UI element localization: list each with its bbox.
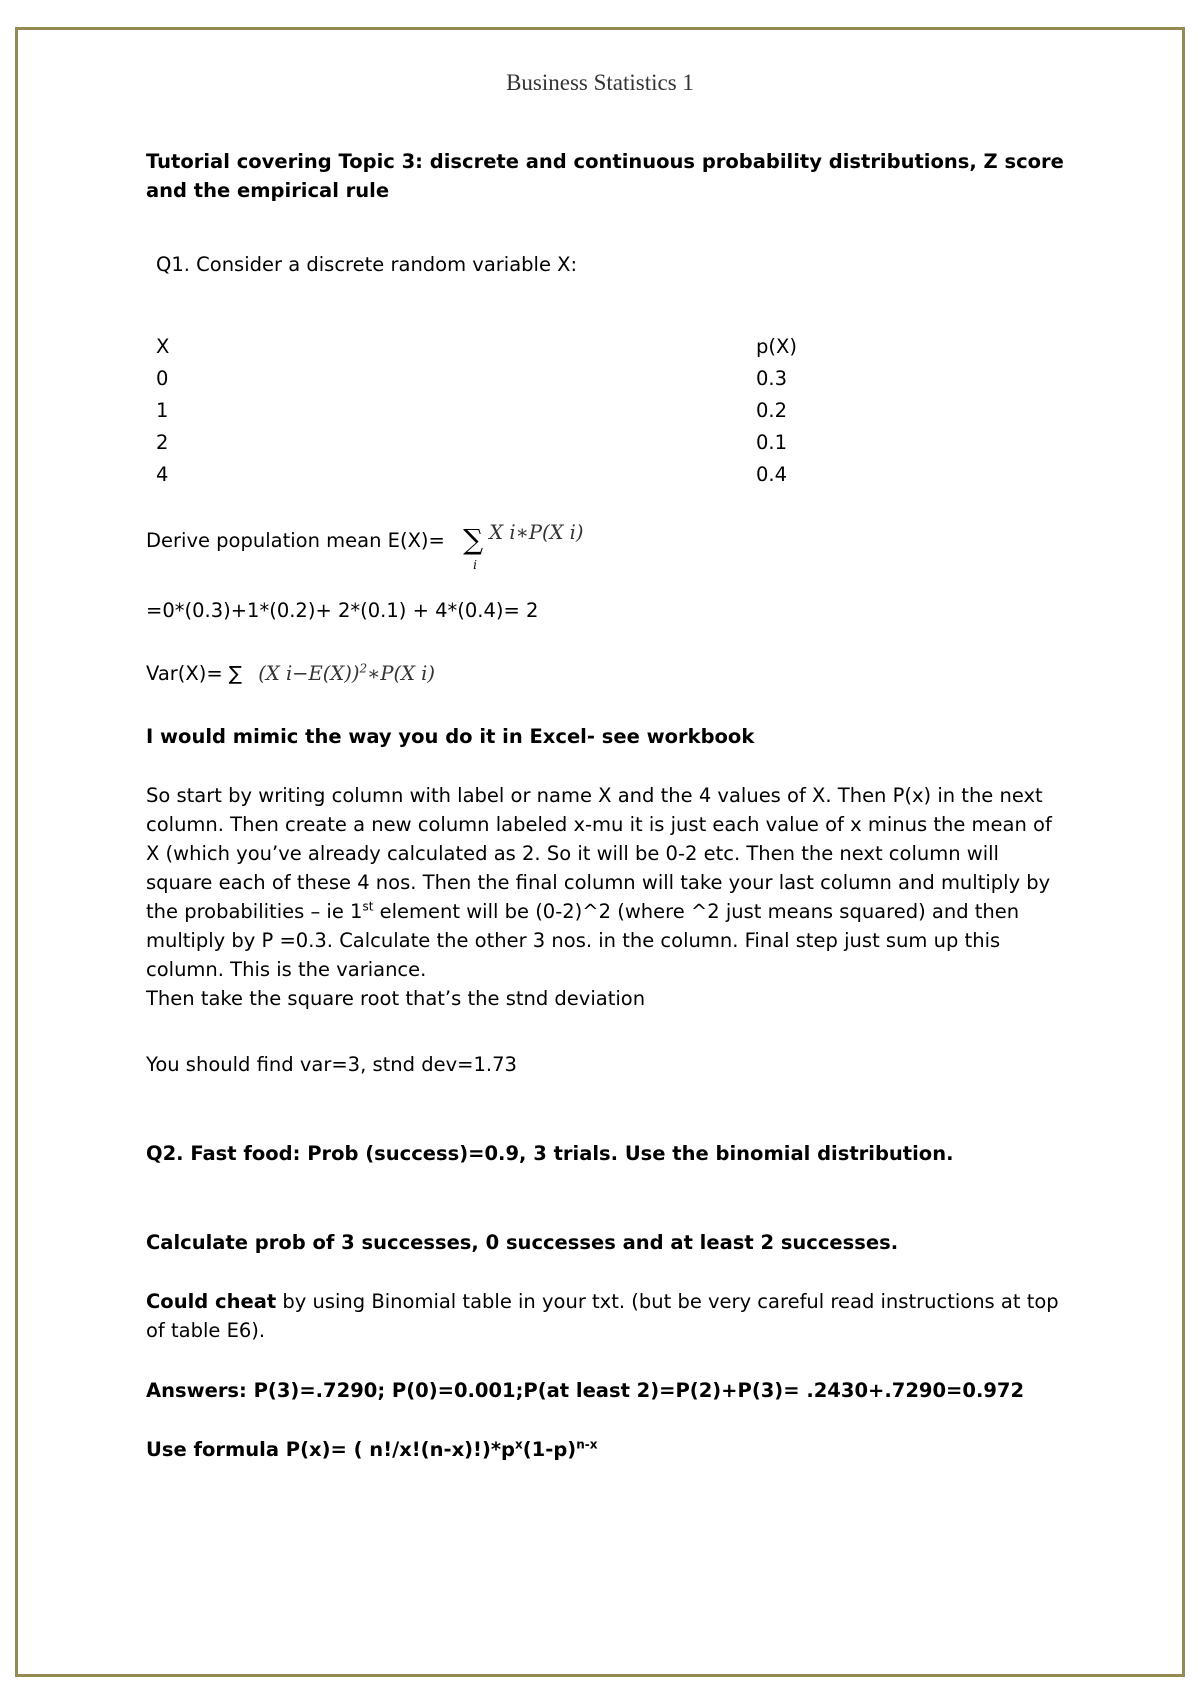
table-cell-px: 0.4 <box>756 463 788 486</box>
mean-formula-line <box>146 521 1071 572</box>
q1-answer: You should find var=3, stnd dev=1.73 <box>146 1053 517 1076</box>
table-cell-x: 2 <box>156 431 169 454</box>
formula-exponent-n-x: n-x <box>576 1437 598 1452</box>
formula-base: Use formula P(x)= ( n!/x!(n-x)!)*p <box>146 1438 516 1461</box>
q2-cheat-note <box>146 1287 1071 1345</box>
mean-label: Derive population mean E(X)= <box>146 529 445 552</box>
cheat-rest: by using Binomial table in your txt. (but be very careful read instructions at top of table E6). <box>146 1290 1059 1342</box>
q2-calc: Calculate prob of 3 successes, 0 successes and at least 2 successes. <box>146 1231 899 1254</box>
mean-formula <box>463 521 584 572</box>
variance-formula-part1: (X i−E(X)) <box>258 662 360 685</box>
mean-formula-body: X i∗P(X i) <box>489 521 584 544</box>
table-cell-px: 0.1 <box>756 431 788 454</box>
variance-exponent: 2 <box>359 661 368 676</box>
table-cell-x: 4 <box>156 463 169 486</box>
instructions-paragraph <box>146 781 1071 1013</box>
table-header-row <box>156 331 816 363</box>
variance-label: Var(X)= ∑ <box>146 662 243 685</box>
formula-exponent-x: x <box>515 1437 523 1452</box>
cheat-bold: Could cheat <box>146 1290 277 1313</box>
table-cell-x: 0 <box>156 367 169 390</box>
table-header-px: p(X) <box>756 335 797 358</box>
mean-calculation: =0*(0.3)+1*(0.2)+ 2*(0.1) + 4*(0.4)= 2 <box>146 599 539 622</box>
distribution-table <box>156 331 816 491</box>
table-row <box>156 395 816 427</box>
sigma-symbol: ∑ <box>463 523 484 556</box>
instructions-part3: Then take the square root that’s the stnd deviation <box>146 987 646 1010</box>
instructions-superscript: st <box>362 899 374 914</box>
sigma-subscript: i <box>473 558 477 572</box>
table-cell-px: 0.3 <box>756 367 788 390</box>
table-header-x: X <box>156 335 170 358</box>
variance-formula <box>258 662 435 685</box>
table-row <box>156 459 816 491</box>
table-cell-px: 0.2 <box>756 399 788 422</box>
q2-answers: Answers: P(3)=.7290; P(0)=0.001;P(at least 2)=P(2)+P(3)= .2430+.7290=0.972 <box>146 1379 1025 1402</box>
excel-note: I would mimic the way you do it in Excel- see workbook <box>146 725 755 748</box>
table-row <box>156 427 816 459</box>
tutorial-title: Tutorial covering Topic 3: discrete and continuous probability distributions, Z score and the empirical rule <box>146 150 1064 202</box>
q2-prompt: Q2. Fast food: Prob (success)=0.9, 3 trials. Use the binomial distribution. <box>146 1142 954 1165</box>
table-cell-x: 1 <box>156 399 169 422</box>
variance-formula-line <box>146 659 1071 688</box>
variance-formula-part2: ∗P(X i) <box>367 662 436 685</box>
q1-prompt: Q1. Consider a discrete random variable X: <box>156 253 578 276</box>
page-header: Business Statistics 1 <box>506 70 694 95</box>
table-row <box>156 363 816 395</box>
instructions-part1: So start by writing column with label or name X and the 4 values of X. Then P(x) in the next column. Then create a new column labeled x-mu it is just each value of x minus the mean of X (which you’ve already calculated as 2. So it will be 0-2 etc. Then the next column will square each of these 4 nos. Then the final column will take your last column and multiply by the probabilities – ie 1 <box>146 784 1052 923</box>
q2-formula <box>146 1435 1071 1464</box>
formula-mid: (1-p) <box>522 1438 577 1461</box>
instructions-part2: element will be (0-2)^2 (where ^2 just means squared) and then multiply by P =0.3. Calculate the other 3 nos. in the column. Final step just sum up this column. This is the variance. <box>146 900 1020 981</box>
